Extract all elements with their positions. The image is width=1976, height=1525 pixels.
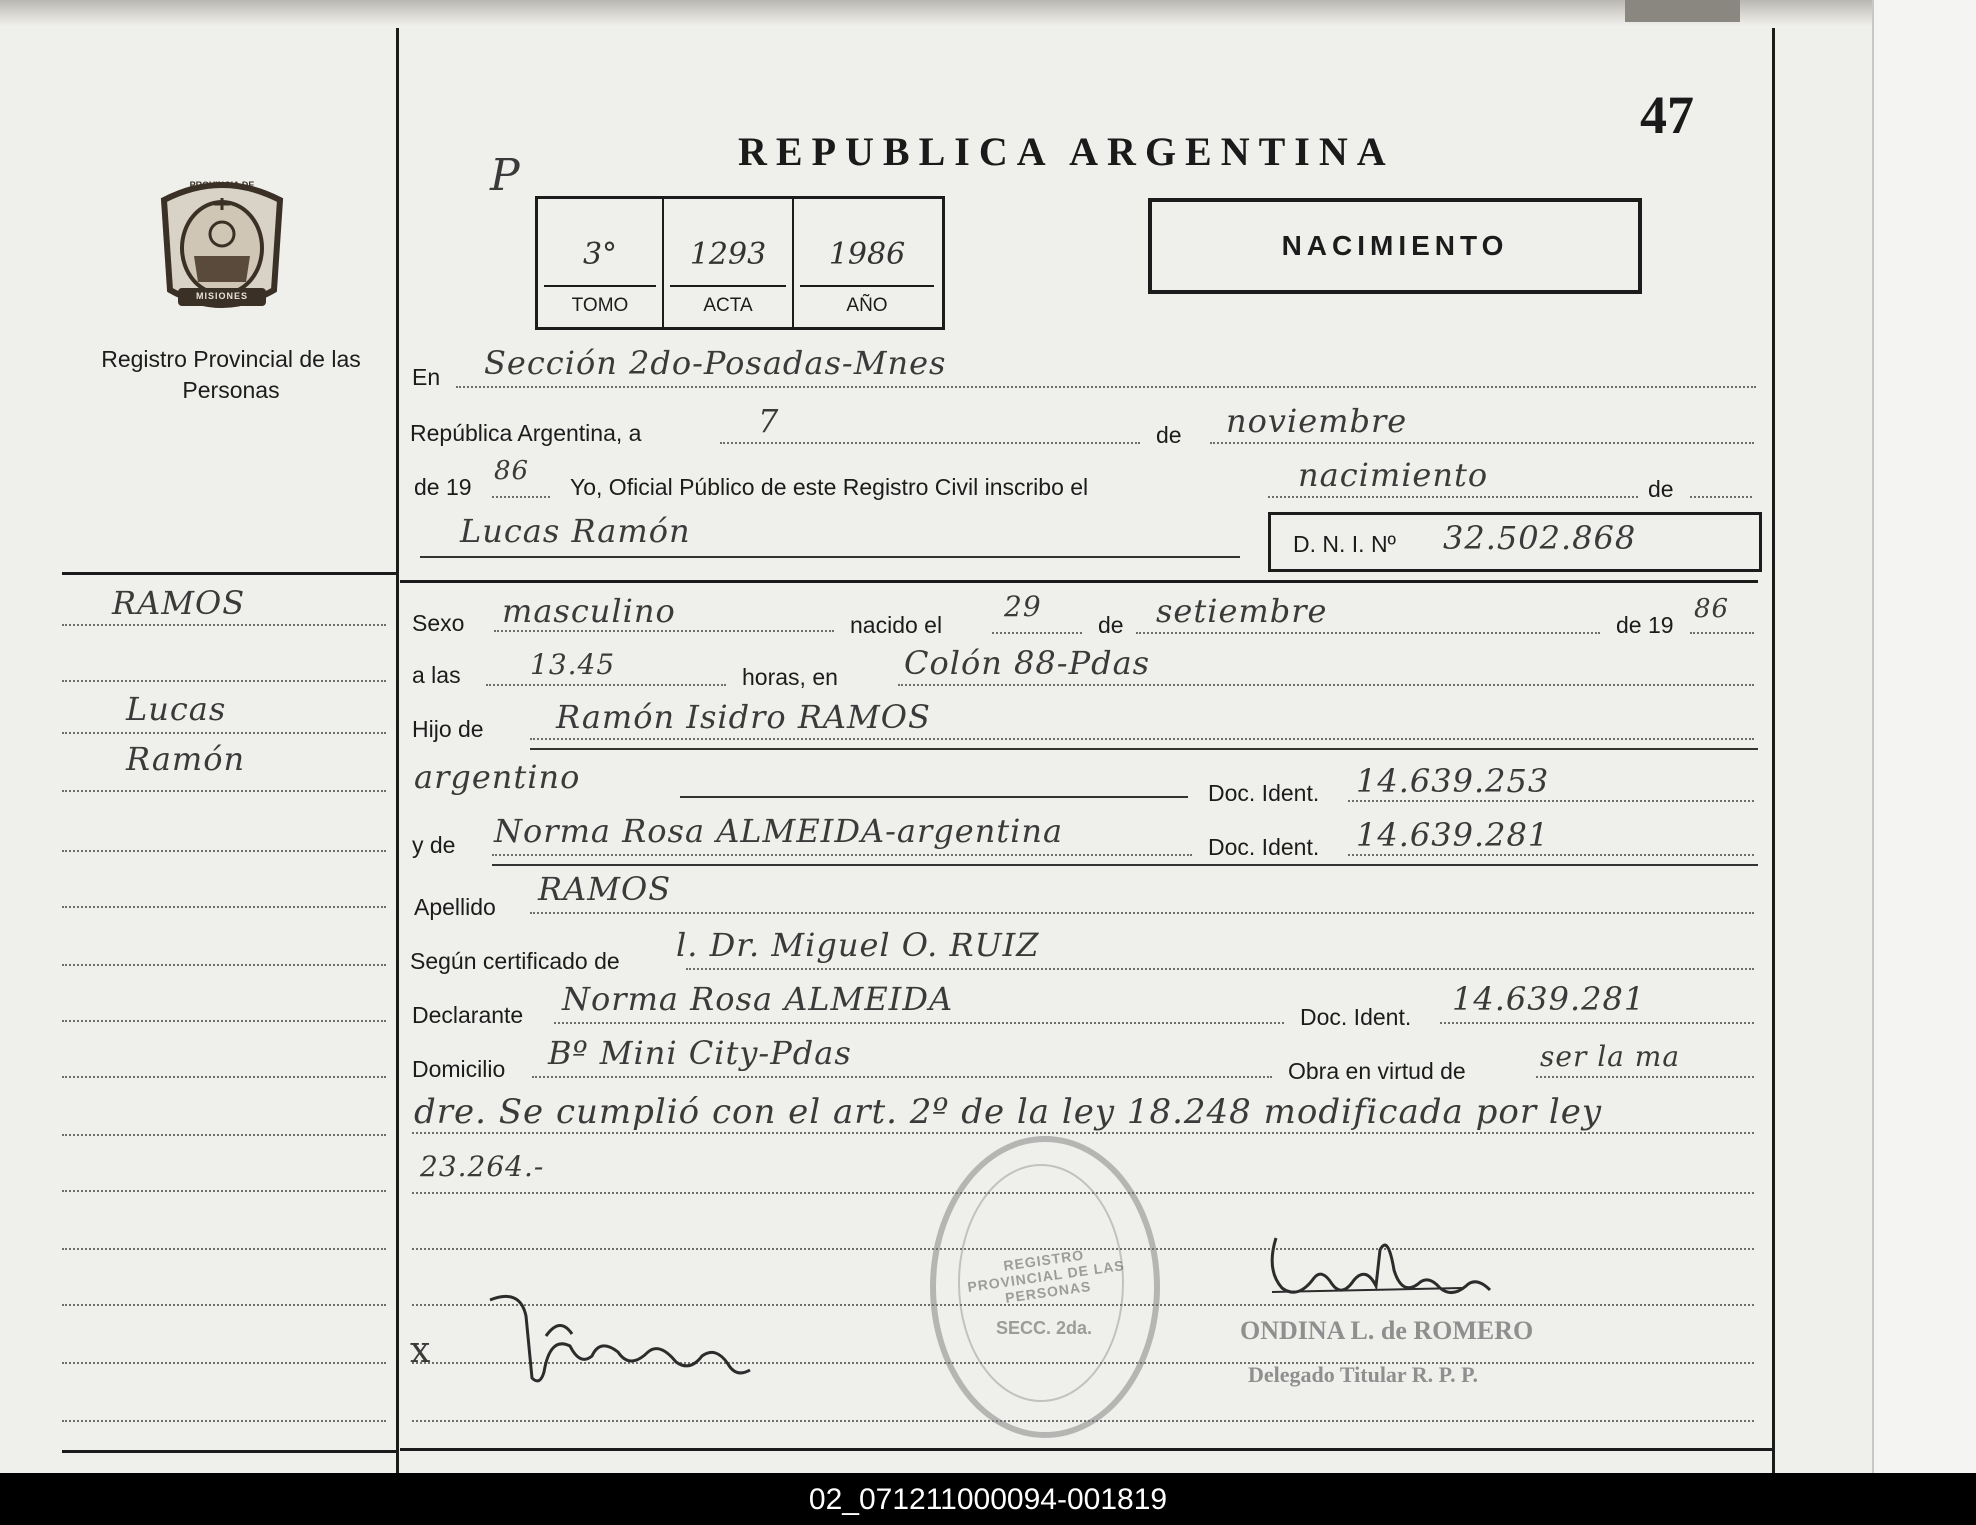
birth-day: 29 xyxy=(1004,590,1042,623)
acta-label: ACTA xyxy=(703,295,753,316)
mother-doc-label: Doc. Ident. xyxy=(1208,834,1320,860)
birth-year: 86 xyxy=(1694,594,1730,624)
father-name: Ramón Isidro RAMOS xyxy=(556,698,931,736)
image-id-label: 02_071211000094-001819 xyxy=(808,1483,1168,1516)
declarante-label: Declarante xyxy=(412,1002,524,1028)
dni-value: 32.502.868 xyxy=(1443,519,1637,557)
tomo-value: 3° xyxy=(582,237,618,272)
republica-label: República Argentina, a xyxy=(410,420,642,446)
place-value: Colón 88-Pdas xyxy=(904,644,1151,682)
obra-label: Obra en virtud de xyxy=(1288,1058,1466,1084)
official-signature xyxy=(1262,1230,1502,1316)
margin-given-name-1: Lucas xyxy=(126,690,227,728)
binder-clip xyxy=(1625,0,1740,22)
de-label-3: de xyxy=(1098,612,1124,638)
issuer-name: Registro Provincial de las Personas xyxy=(101,346,361,403)
segun-label: Según certificado de xyxy=(410,948,620,974)
logo-caption: PROVINCIA DE xyxy=(189,180,255,190)
en-label: En xyxy=(412,364,441,390)
de19-label: de 19 xyxy=(1616,612,1674,638)
right-border xyxy=(1772,28,1775,1473)
dni-box xyxy=(1268,512,1762,572)
margin-bottom-rule xyxy=(62,1450,396,1453)
de-label-2: de xyxy=(1648,476,1674,502)
horas-label: horas, en xyxy=(742,664,838,690)
registry-box xyxy=(535,196,945,330)
form-bottom-rule xyxy=(400,1448,1772,1451)
document-title: REPUBLICA ARGENTINA xyxy=(738,129,1395,174)
birth-month: setiembre xyxy=(1156,592,1328,630)
de-label: de xyxy=(1156,422,1182,448)
year-prefix: de 19 xyxy=(414,474,472,500)
official-name: ONDINA L. de ROMERO xyxy=(1240,1316,1534,1345)
margin-top-rule xyxy=(62,572,396,575)
document-type-box xyxy=(1148,198,1642,294)
logo-motto: MISIONES xyxy=(195,291,248,301)
anio-value: 1986 xyxy=(828,237,906,272)
declarante-doc: 14.639.281 xyxy=(1452,980,1646,1018)
note-line-2: 23.264.- xyxy=(420,1150,545,1183)
official-stamp xyxy=(930,1136,1160,1438)
declarante-value: Norma Rosa ALMEIDA xyxy=(562,980,954,1018)
hijo-label: Hijo de xyxy=(412,716,484,742)
anio-cell xyxy=(794,199,940,327)
province-crest-logo xyxy=(154,170,290,320)
declarante-doc-label: Doc. Ident. xyxy=(1300,1004,1412,1030)
note-line-1: dre. Se cumplió con el art. 2º de la ley 18.248 modificada por ley xyxy=(414,1092,1603,1132)
nacido-label: nacido el xyxy=(850,612,943,638)
stamp-text: REGISTRO PROVINCIAL DE LAS PERSONAS xyxy=(966,1246,1126,1306)
alas-label: a las xyxy=(412,662,461,688)
acta-cell xyxy=(664,199,794,327)
mother-doc: 14.639.281 xyxy=(1356,816,1550,854)
event-value: nacimiento xyxy=(1298,456,1489,494)
declarant-mark: x xyxy=(410,1330,432,1371)
margin-surname: RAMOS xyxy=(112,584,246,622)
declarant-signature xyxy=(480,1286,770,1396)
apellido-value: RAMOS xyxy=(538,870,672,908)
folio-number: 47 xyxy=(1640,85,1694,145)
apellido-label: Apellido xyxy=(414,894,496,920)
day-value: 7 xyxy=(758,402,780,440)
yo-text: Yo, Oficial Público de este Registro Civil inscribo el xyxy=(570,474,1089,500)
sexo-value: masculino xyxy=(502,592,676,630)
section-value: Sección 2do-Posadas-Mnes xyxy=(484,344,947,382)
footer-bar xyxy=(0,1473,1976,1525)
child-name: Lucas Ramón xyxy=(460,512,691,550)
year-value: 86 xyxy=(494,456,530,486)
obra-value: ser la ma xyxy=(1540,1040,1681,1073)
acta-value: 1293 xyxy=(689,237,767,272)
yde-label: y de xyxy=(412,832,456,858)
official-title: Delegado Titular R. P. P. xyxy=(1248,1362,1479,1387)
hour-value: 13.45 xyxy=(530,648,616,681)
sexo-label: Sexo xyxy=(412,610,465,636)
father-nationality: argentino xyxy=(414,758,581,796)
column-divider xyxy=(396,28,399,1473)
mother-name: Norma Rosa ALMEIDA-argentina xyxy=(494,812,1064,850)
certificado-value: l. Dr. Miguel O. RUIZ xyxy=(676,926,1040,964)
document-type-label: NACIMIENTO xyxy=(1281,230,1509,261)
page-edge xyxy=(1872,0,1976,1473)
domicilio-label: Domicilio xyxy=(412,1056,506,1082)
father-doc-label: Doc. Ident. xyxy=(1208,780,1320,806)
dni-label: D. N. I. Nº xyxy=(1293,531,1396,557)
anio-label: AÑO xyxy=(846,295,888,316)
tomo-label: TOMO xyxy=(571,295,629,316)
margin-given-name-2: Ramón xyxy=(126,740,246,778)
month-value: noviembre xyxy=(1226,402,1408,440)
father-doc: 14.639.253 xyxy=(1356,762,1550,800)
domicilio-value: Bº Mini City-Pdas xyxy=(548,1034,852,1072)
margin-mark: P xyxy=(490,150,521,201)
stamp-subtext: SECC. 2da. xyxy=(996,1318,1093,1338)
tomo-cell xyxy=(538,199,664,327)
